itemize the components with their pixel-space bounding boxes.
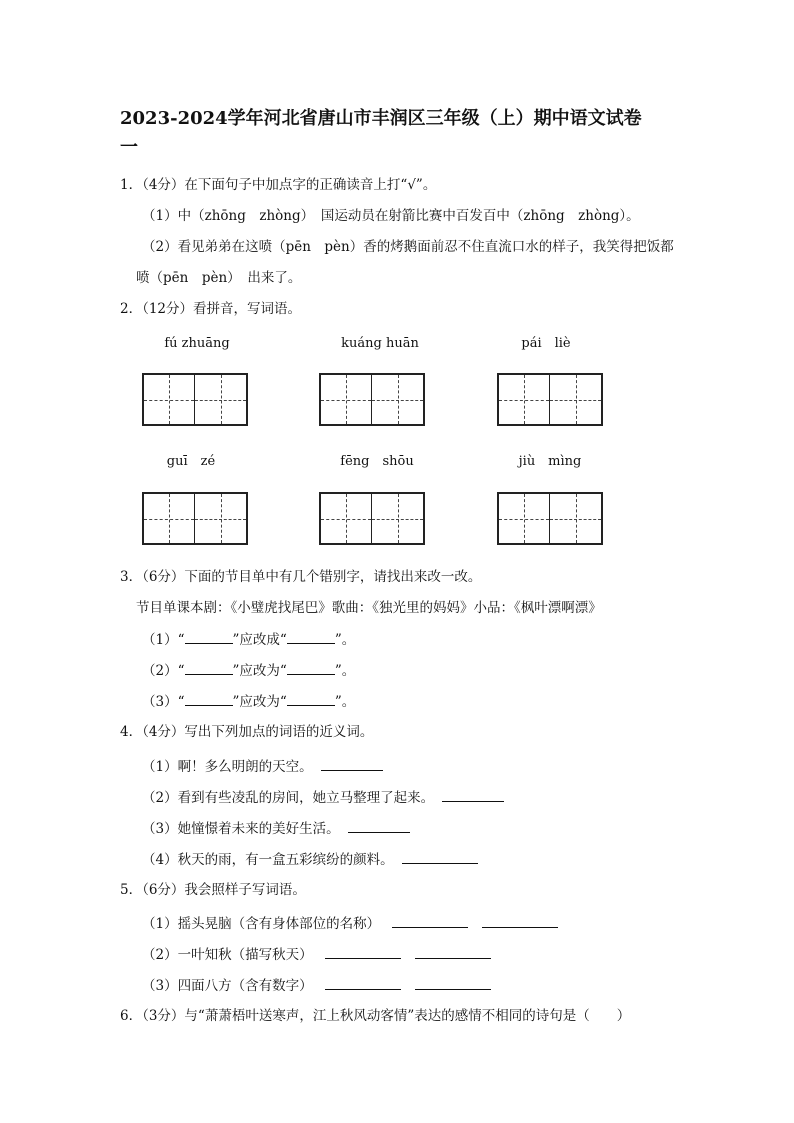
q1-stem: 1．（4分）在下面句子中加点字的正确读音上打“√”。 bbox=[120, 177, 437, 193]
q5-item: （2）一叶知秋（描写秋天） bbox=[142, 944, 491, 965]
q2-stem: 2．（12分）看拼音，写词语。 bbox=[120, 301, 302, 317]
pinyin-label: guī zé bbox=[166, 454, 216, 469]
answer-blank[interactable] bbox=[185, 660, 233, 675]
answer-blank[interactable] bbox=[185, 629, 233, 644]
answer-blank[interactable] bbox=[402, 849, 478, 864]
q1-sentence-2a: （2）看见弟弟在这喷（pēn pèn）香的烤鹅面前忍不住直流口水的样子，我笑得把饭都 bbox=[142, 239, 674, 255]
answer-blank[interactable] bbox=[287, 691, 335, 706]
q4-item: （4）秋天的雨，有一盒五彩缤纷的颜料。 bbox=[142, 849, 478, 870]
answer-blank[interactable] bbox=[482, 913, 558, 928]
pinyin-label: kuáng huān bbox=[341, 336, 419, 351]
answer-blank[interactable] bbox=[415, 975, 491, 990]
writing-grid[interactable] bbox=[497, 492, 603, 545]
answer-blank[interactable] bbox=[287, 629, 335, 644]
q5-item: （3）四面八方（含有数字） bbox=[142, 975, 491, 996]
writing-grid[interactable] bbox=[142, 492, 248, 545]
answer-blank[interactable] bbox=[392, 913, 468, 928]
answer-blank[interactable] bbox=[415, 944, 491, 959]
q1-sentence-2b: 喷（pēn pèn） 出来了。 bbox=[136, 270, 302, 286]
answer-blank[interactable] bbox=[325, 944, 401, 959]
q3-item: （1）“ ”应改成“ ”。 bbox=[142, 629, 355, 650]
answer-blank[interactable] bbox=[185, 691, 233, 706]
writing-grid[interactable] bbox=[319, 492, 425, 545]
q5-stem: 5．（6分）我会照样子写词语。 bbox=[120, 882, 306, 898]
q4-stem: 4．（4分）写出下列加点的词语的近义词。 bbox=[120, 724, 374, 740]
q4-item: （1）啊！多么明朗的天空。 bbox=[142, 756, 383, 777]
writing-grid[interactable] bbox=[142, 373, 248, 426]
q3-item: （3）“ ”应改为“ ”。 bbox=[142, 691, 355, 712]
q5-item: （1）摇头晃脑（含有身体部位的名称） bbox=[142, 913, 558, 934]
answer-blank[interactable] bbox=[442, 787, 504, 802]
pinyin-label: fú zhuāng bbox=[164, 336, 230, 351]
answer-blank[interactable] bbox=[287, 660, 335, 675]
q3-program: 节目单课本剧：《小璧虎找尾巴》歌曲：《独光里的妈妈》小品：《枫叶漂啊漂》 bbox=[136, 600, 602, 616]
q4-item: （2）看到有些凌乱的房间，她立马整理了起来。 bbox=[142, 787, 504, 808]
page-title-suffix: 一 bbox=[120, 137, 138, 158]
answer-blank[interactable] bbox=[325, 975, 401, 990]
page-title: 2023-2024学年河北省唐山市丰润区三年级（上）期中语文试卷 bbox=[120, 108, 642, 129]
q1-sentence-1: （1）中（zhōng zhòng） 国运动员在射箭比赛中百发百中（zhōng zhòng）。 bbox=[142, 208, 640, 224]
answer-blank[interactable] bbox=[348, 818, 410, 833]
q3-stem: 3．（6分）下面的节目单中有几个错别字，请找出来改一改。 bbox=[120, 569, 482, 585]
pinyin-label: fēng shōu bbox=[340, 454, 414, 469]
pinyin-label: pái liè bbox=[521, 336, 571, 351]
answer-blank[interactable] bbox=[321, 756, 383, 771]
q4-item: （3）她憧憬着未来的美好生活。 bbox=[142, 818, 410, 839]
writing-grid[interactable] bbox=[319, 373, 425, 426]
q3-item: （2）“ ”应改为“ ”。 bbox=[142, 660, 355, 681]
writing-grid[interactable] bbox=[497, 373, 603, 426]
q6-stem: 6．（3分）与“萧萧梧叶送寒声，江上秋风动客情”表达的感情不相同的诗句是（ ） bbox=[120, 1008, 631, 1024]
pinyin-label: jiù mìng bbox=[518, 454, 582, 469]
